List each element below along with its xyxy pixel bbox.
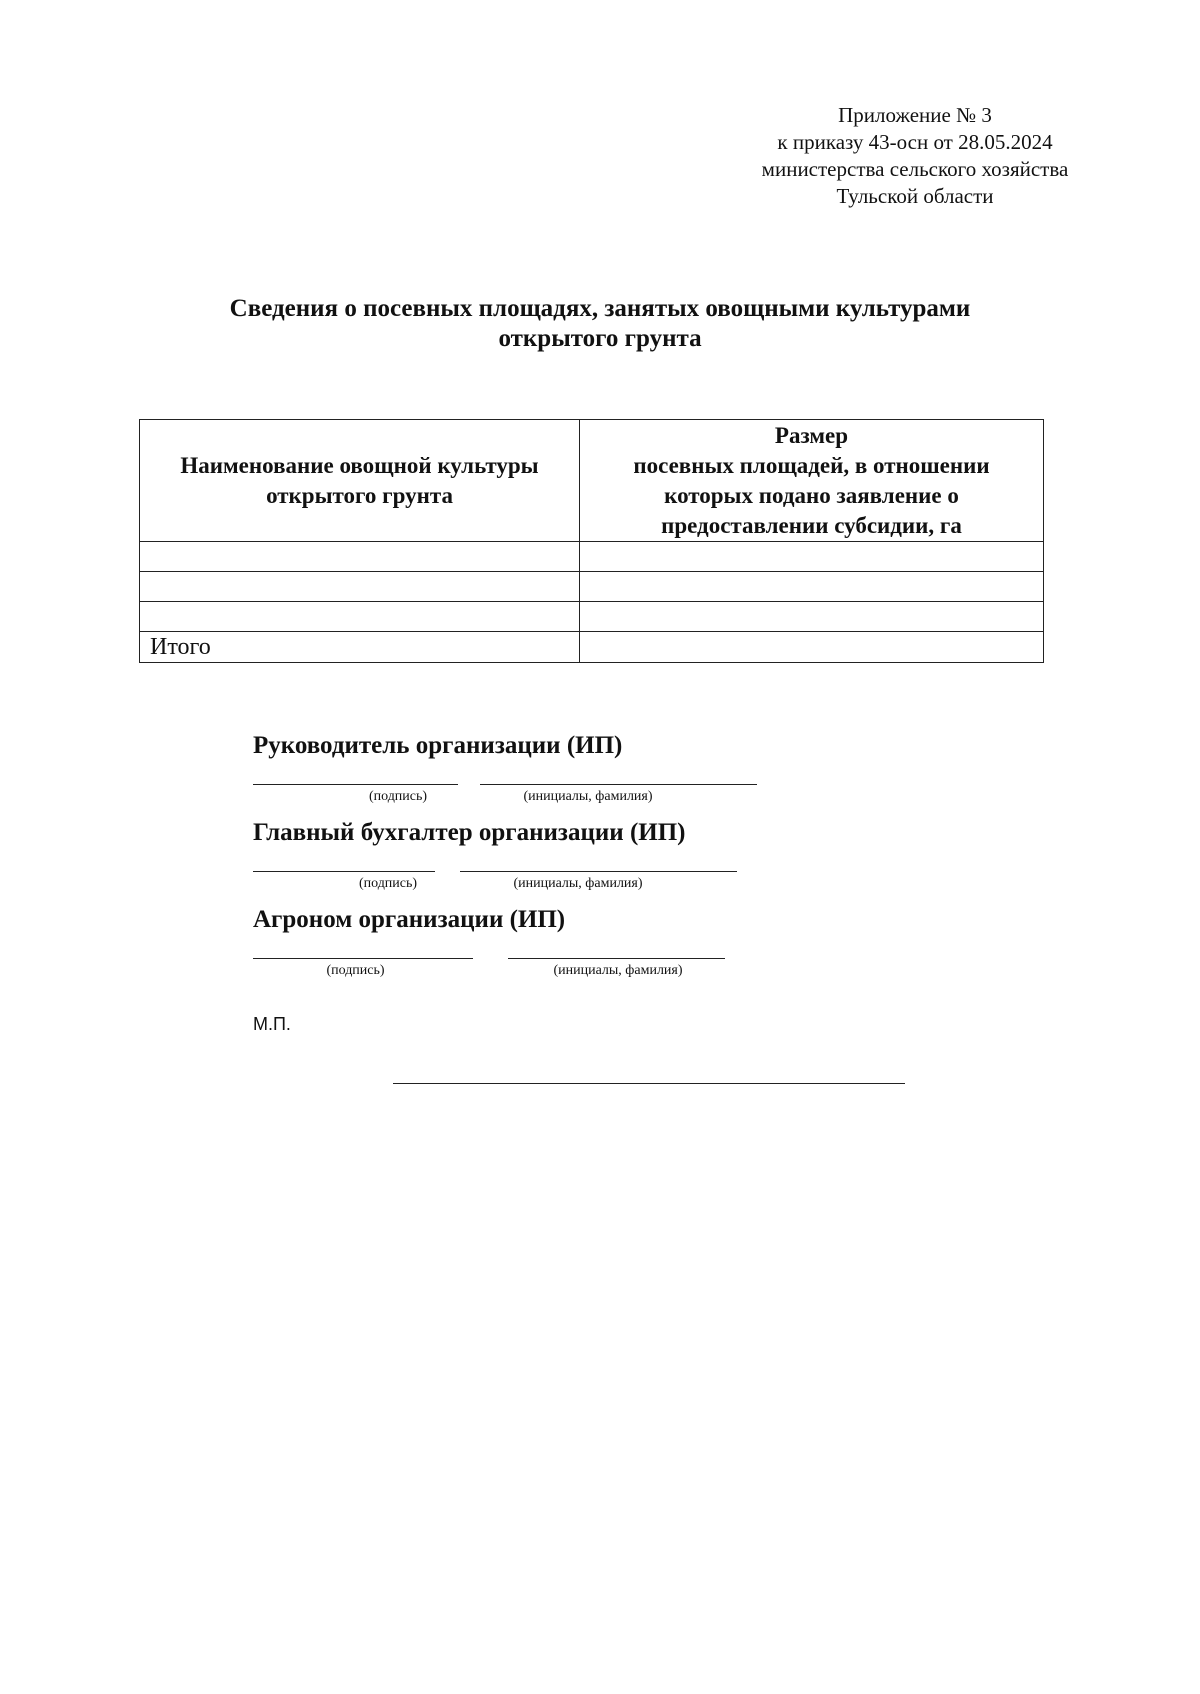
table-cell-area [580,542,1044,572]
header-crop-name [140,420,580,542]
table-header-row [140,420,1044,542]
table-cell-crop [140,602,580,632]
table-total-label: Итого [140,632,580,663]
table-row [140,602,1044,632]
header-area-size-line-4: предоставлении субсидии, га [661,512,962,538]
header-area-size-line-2: посевных площадей, в отношении [633,452,990,478]
table-cell-area [580,572,1044,602]
header-crop-name-line-2: открытого грунта [266,482,453,508]
header-crop-name-line-1: Наименование овощной культуры [180,452,539,478]
appendix-ministry: министерства сельского хозяйства [761,157,1069,181]
name-caption-agronomist: (инициалы, фамилия) [553,963,683,978]
name-line-agronomist [508,958,725,959]
stamp-label: М.П. [253,1014,291,1034]
appendix-number: Приложение № 3 [838,103,992,127]
name-caption-head: (инициалы, фамилия) [523,789,653,804]
table-cell-crop [140,572,580,602]
signature-line-accountant [253,871,435,872]
appendix-reference [690,102,1140,210]
document-title-line-2: открытого грунта [498,325,702,352]
table-total-row [140,632,1044,663]
table-cell-area [580,602,1044,632]
signature-heading-accountant: Главный бухгалтер организации (ИП) [253,819,686,846]
table-total-value [580,632,1044,663]
signature-heading-agronomist: Агроном организации (ИП) [253,906,566,933]
crop-area-table [139,419,1044,663]
table-cell-crop [140,542,580,572]
document-title [130,294,1070,354]
table-row [140,542,1044,572]
table-row [140,572,1044,602]
name-line-accountant [460,871,737,872]
name-line-head [480,784,757,785]
signature-caption-accountant: (подпись) [358,876,418,891]
appendix-region: Тульской области [836,184,994,208]
document-title-line-1: Сведения о посевных площадях, занятых овощными культурами [229,295,971,322]
signature-heading-head: Руководитель организации (ИП) [253,732,623,759]
closing-divider [393,1083,905,1084]
signature-caption-head: (подпись) [368,789,428,804]
header-area-size-line-1: Размер [774,422,849,448]
signature-line-head [253,784,458,785]
name-caption-accountant: (инициалы, фамилия) [513,876,643,891]
signature-line-agronomist [253,958,473,959]
appendix-order: к приказу 43-осн от 28.05.2024 [777,130,1053,154]
signature-caption-agronomist: (подпись) [326,963,385,978]
header-area-size [580,420,1044,542]
header-area-size-line-3: которых подано заявление о [664,482,959,508]
